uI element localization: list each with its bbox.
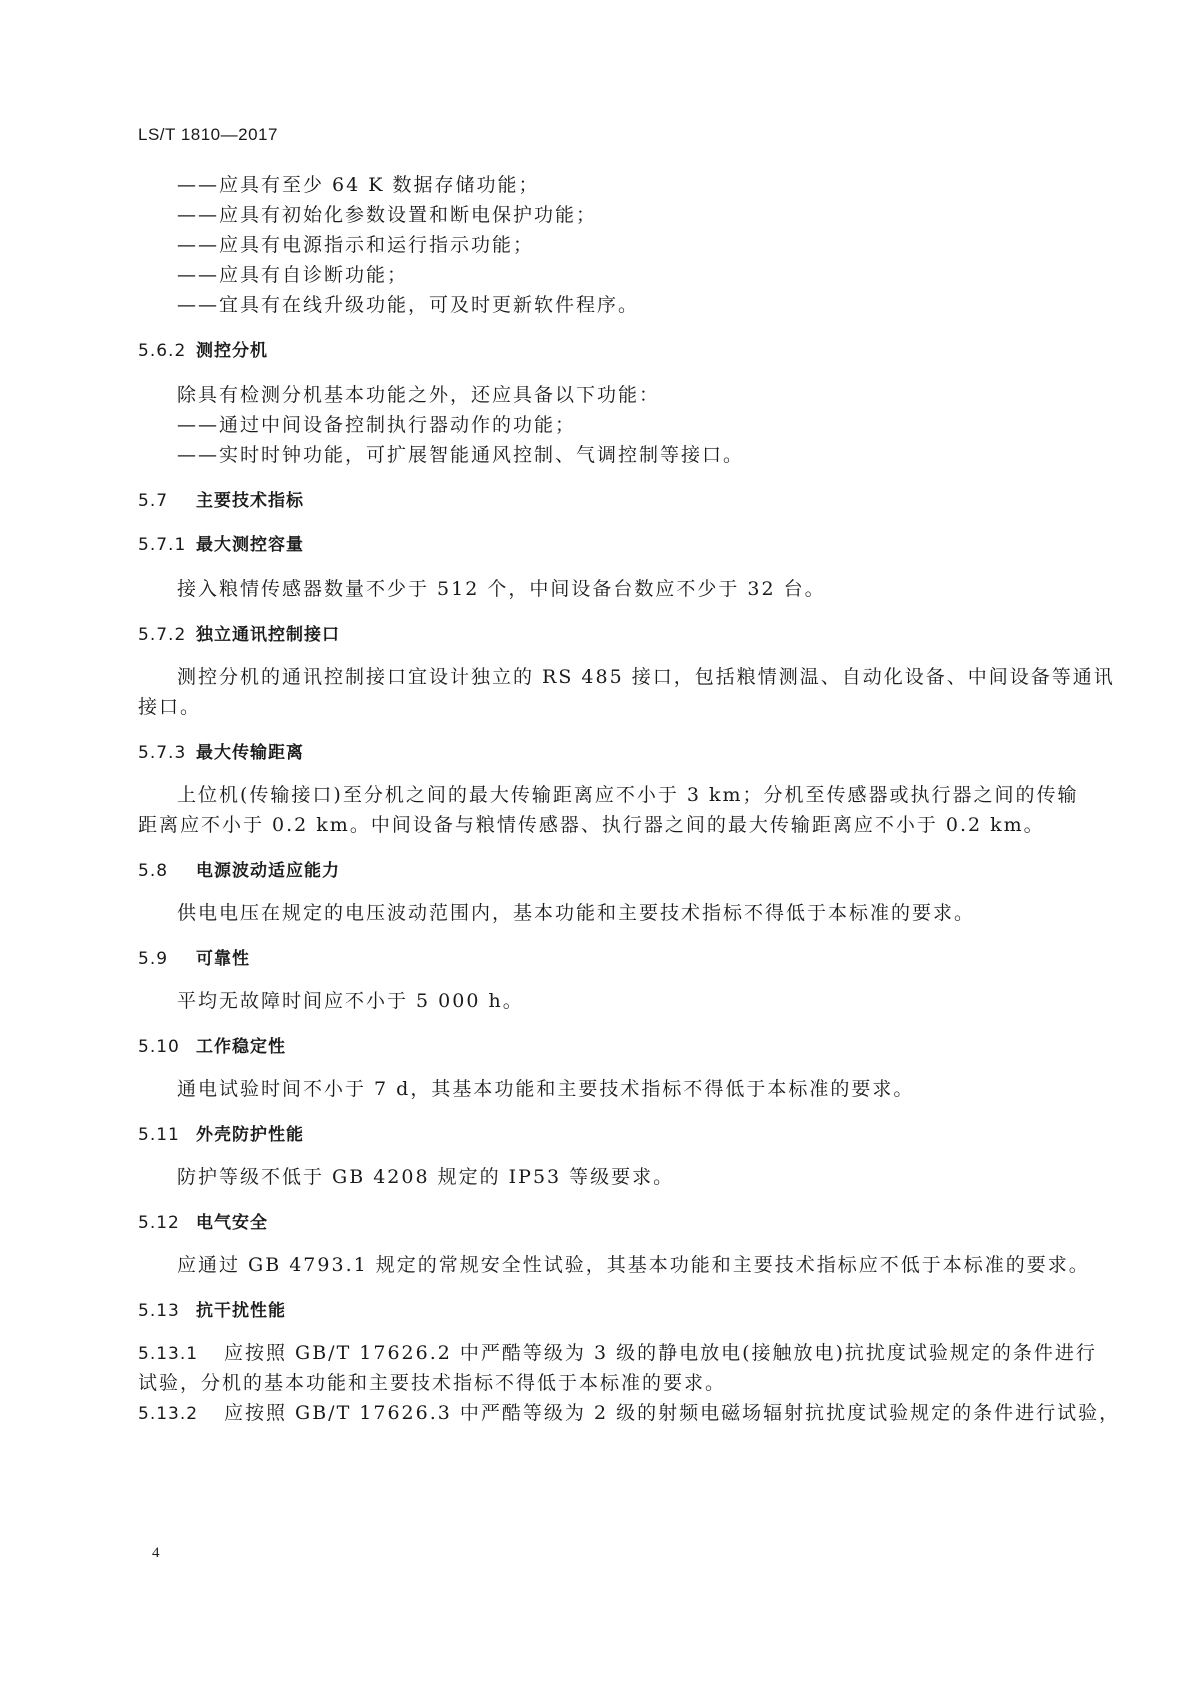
section-number: 5.13.2 — [138, 1404, 199, 1424]
paragraph: 应通过 GB 4793.1 规定的常规安全性试验，其基本功能和主要技术指标应不低于本标准的要求。 — [177, 1254, 1090, 1276]
paragraph: 测控分机的通讯控制接口宜设计独立的 RS 485 接口，包括粮情测温、自动化设备、中间设备等通讯 — [177, 666, 1115, 688]
paragraph-continuation: 距离应不小于 0.2 km。中间设备与粮情传感器、执行器之间的最大传输距离应不小于 0.2 km。 — [138, 814, 1045, 836]
list-item: ——应具有初始化参数设置和断电保护功能； — [177, 204, 598, 226]
section-heading-5-7-2 — [138, 620, 340, 645]
section-number: 5.13 — [138, 1301, 180, 1321]
section-number: 5.7 — [138, 491, 169, 511]
section-number: 5.9 — [138, 949, 169, 969]
list-item: ——应具有电源指示和运行指示功能； — [177, 234, 535, 256]
list-item: ——应具有自诊断功能； — [177, 264, 409, 286]
page-number: 4 — [152, 1545, 160, 1561]
paragraph-text: 应按照 GB/T 17626.3 中严酷等级为 2 级的射频电磁场辐射抗扰度试验规定的条件进行试验， — [224, 1402, 1121, 1424]
section-heading-5-13 — [138, 1296, 286, 1321]
numbered-paragraph-5-13-1 — [138, 1338, 1097, 1365]
section-number: 5.10 — [138, 1037, 180, 1057]
paragraph-text: 应按照 GB/T 17626.2 中严酷等级为 3 级的静电放电(接触放电)抗扰度试验规定的条件进行 — [224, 1342, 1097, 1364]
section-number: 5.13.1 — [138, 1344, 199, 1364]
paragraph: 通电试验时间不小于 7 d，其基本功能和主要技术指标不得低于本标准的要求。 — [177, 1078, 915, 1100]
section-heading-5-7-1 — [138, 530, 304, 555]
section-title: 可靠性 — [196, 949, 250, 969]
paragraph: 供电电压在规定的电压波动范围内，基本功能和主要技术指标不得低于本标准的要求。 — [177, 902, 976, 924]
section-title: 最大测控容量 — [196, 535, 304, 555]
paragraph: 防护等级不低于 GB 4208 规定的 IP53 等级要求。 — [177, 1166, 675, 1188]
section-heading-5-10 — [138, 1032, 286, 1057]
list-item: ——实时时钟功能，可扩展智能通风控制、气调控制等接口。 — [177, 444, 745, 466]
paragraph: 上位机(传输接口)至分机之间的最大传输距离应不小于 3 km；分机至传感器或执行器之间的传输 — [177, 784, 1079, 806]
section-heading-5-9 — [138, 944, 250, 969]
section-heading-5-7 — [138, 486, 304, 511]
paragraph: 除具有检测分机基本功能之外，还应具备以下功能： — [177, 384, 661, 406]
section-number: 5.7.1 — [138, 535, 187, 555]
section-heading-5-6-2 — [138, 336, 268, 361]
section-title: 工作稳定性 — [196, 1037, 286, 1057]
section-title: 抗干扰性能 — [196, 1301, 286, 1321]
section-title: 测控分机 — [196, 341, 268, 361]
numbered-paragraph-5-13-2 — [138, 1398, 1120, 1425]
section-heading-5-8 — [138, 856, 340, 881]
section-heading-5-11 — [138, 1120, 304, 1145]
section-heading-5-12 — [138, 1208, 268, 1233]
section-number: 5.8 — [138, 861, 169, 881]
paragraph-continuation: 接口。 — [138, 696, 202, 718]
paragraph: 平均无故障时间应不小于 5 000 h。 — [177, 990, 524, 1012]
list-item: ——应具有至少 64 K 数据存储功能； — [177, 174, 540, 196]
section-number: 5.12 — [138, 1213, 180, 1233]
section-title: 外壳防护性能 — [196, 1125, 304, 1145]
section-number: 5.7.2 — [138, 625, 187, 645]
section-heading-5-7-3 — [138, 738, 304, 763]
paragraph: 接入粮情传感器数量不少于 512 个，中间设备台数应不少于 32 台。 — [177, 578, 826, 600]
section-title: 电源波动适应能力 — [196, 861, 340, 881]
list-item: ——通过中间设备控制执行器动作的功能； — [177, 414, 577, 436]
section-title: 最大传输距离 — [196, 743, 304, 763]
paragraph-continuation: 试验，分机的基本功能和主要技术指标不得低于本标准的要求。 — [138, 1372, 727, 1394]
list-item: ——宜具有在线升级功能，可及时更新软件程序。 — [177, 294, 640, 316]
section-title: 独立通讯控制接口 — [196, 625, 340, 645]
standard-number: LS/T 1810—2017 — [138, 125, 278, 144]
section-number: 5.7.3 — [138, 743, 187, 763]
section-number: 5.11 — [138, 1125, 180, 1145]
section-title: 电气安全 — [196, 1213, 268, 1233]
section-number: 5.6.2 — [138, 341, 187, 361]
section-title: 主要技术指标 — [196, 491, 304, 511]
